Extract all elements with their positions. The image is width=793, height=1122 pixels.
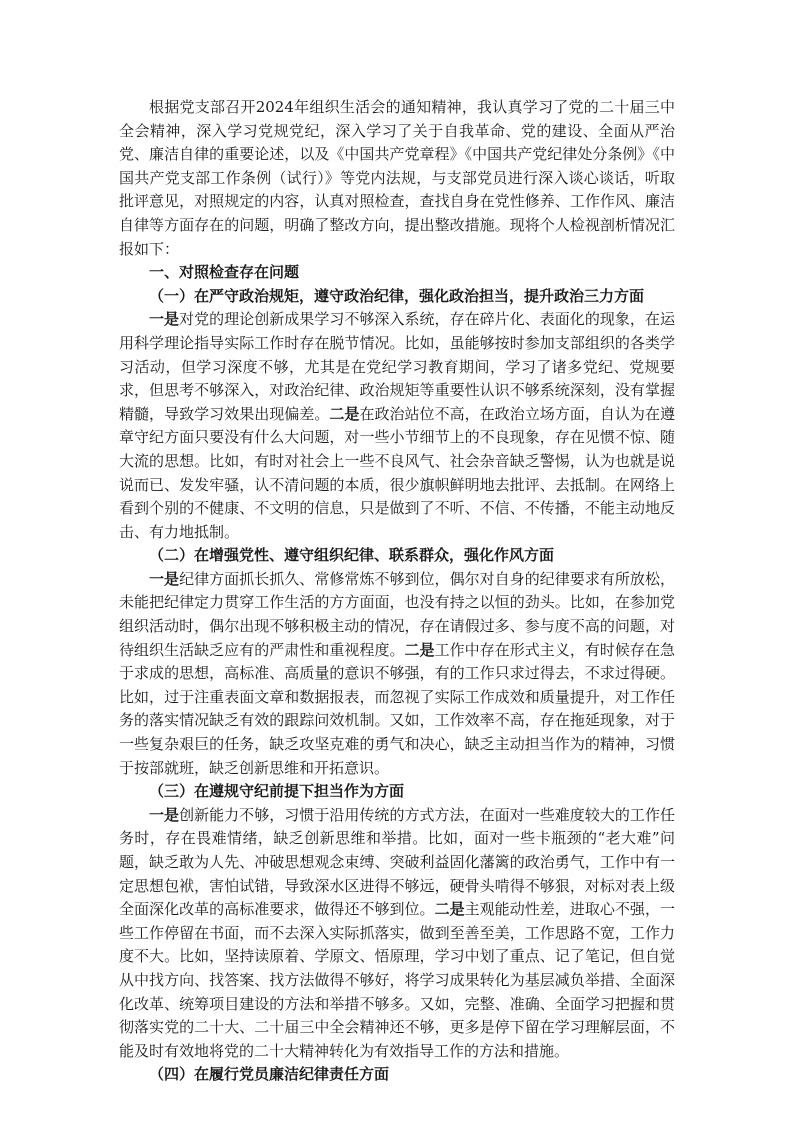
lead-marker: 一是 [149,310,180,329]
subsection-heading-3: （三）在遵规守纪前提下担当作为方面 [149,782,405,801]
section-heading-1: 一、对照检查存在问题 [149,263,300,282]
document-page [119,96,675,1087]
subsection-heading-2: （二）在增强党性、遵守组织纪律、联系群众，强化作风方面 [149,546,555,565]
subsection-heading-4: （四）在履行党员廉洁纪律责任方面 [149,1065,390,1084]
lead-marker: 一是 [149,569,180,588]
subsection-2-paragraph [119,568,675,780]
lead-marker: 二是 [404,640,435,659]
paragraph-text: 纪律方面抓长抓久、常修常炼不够到位，偶尔对自身的纪律要求有所放松，未能把纪律定力贯穿工作生活的方方面面，也没有持之以恒的劲头。比如，在参加党组织活动时，偶尔出现不够积极主动的情况，存在请假过多、参与度不高的问题，对待组织生活缺乏应有的严肃性和重视程度。 [119,569,675,659]
paragraph-text: 工作中存在形式主义，有时候存在急于求成的思想，高标准、高质量的意识不够强，有的工作只求过得去，不求过得硬。比如，过于注重表面文章和数据报表，而忽视了实际工作成效和质量提升，对工作任务的落实情况缺乏有效的跟踪问效机制。又如，工作效率不高，存在拖延现象，对于一些复杂艰巨的任务，缺乏攻坚克难的勇气和决心，缺乏主动担当作为的精神，习惯于按部就班，缺乏创新思维和开拓意识。 [119,640,675,777]
subsection-heading-1: （一）在严守政治规矩，遵守政治纪律，强化政治担当，提升政治三力方面 [149,286,645,305]
lead-marker: 二是 [434,900,465,919]
lead-marker: 一是 [149,805,180,824]
subsection-1-paragraph [119,308,675,544]
lead-marker: 二是 [329,404,360,423]
paragraph-text: 在政治站位不高，在政治立场方面，自认为在遵章守纪方面只要没有什么大问题，对一些小节细节上的不良现象，存在见惯不惊、随大流的思想。比如，有时对社会上一些不良风气、社会杂音缺乏警惕，认为也就是说说而已、发发牢骚，认不清问题的本质，很少旗帜鲜明地去批评、去抵制。在网络上看到个别的不健康、不文明的信息，只是做到了不听、不信、不传播，不能主动地反击、有力地抵制。 [119,404,675,541]
subsection-3-paragraph [119,804,675,1064]
paragraph-text: 对党的理论创新成果学习不够深入系统，存在碎片化、表面化的现象，在运用科学理论指导实际工作时存在脱节情况。比如，虽能够按时参加支部组织的各类学习活动，但学习深度不够，尤其是在党纪学习教育期间，学习了诸多党纪、党规要求，但思考不够深入，对政治纪律、政治规矩等重要性认识不够系统深刻，没有掌握精髓，导致学习效果出现偏差。 [119,310,675,423]
paragraph-text: 主观能动性差，进取心不强，一些工作停留在书面，而不去深入实际抓落实，做到至善至美，工作思路不宽，工作力度不大。比如，坚持读原着、学原文、悟原理，学习中划了重点、记了笔记，但自觉从中找方向、找答案、找方法做得不够好，将学习成果转化为基层减负举措、全面深化改革、统筹项目建设的方法和举措不够多。又如，完整、准确、全面学习把握和贯彻落实党的二十大、二十届三中全会精神还不够，更多是停下留在学习理解层面，不能及时有效地将党的二十大精神转化为有效指导工作的方法和措施。 [119,900,675,1060]
paragraph-text: 创新能力不够，习惯于沿用传统的方式方法，在面对一些难度较大的工作任务时，存在畏难情绪，缺乏创新思维和举措。比如，面对一些卡瓶颈的“老大难”问题，缺乏敢为人先、冲破思想观念束缚、突破利益固化藩篱的政治勇气，工作中有一定思想包袱，害怕试错，导致深水区进得不够远，硬骨头啃得不够狠，对标对表上级全面深化改革的高标准要求，做得还不够到位。 [119,805,675,919]
intro-paragraph: 根据党支部召开2024年组织生活会的通知精神，我认真学习了党的二十届三中全会精神，深入学习党规党纪，深入学习了关于自我革命、党的建设、全面从严治党、廉洁自律的重要论述，以及《中国共产党章程》《中国共产党纪律处分条例》《中国共产党支部工作条例（试行）》等党内法规，与支部党员进行深入谈心谈话，听取批评意见，对照规定的内容，认真对照检查，查找自身在党性修养、工作作风、廉洁自律等方面存在的问题，明确了整改方向，提出整改措施。现将个人检视剖析情况汇报如下： [119,98,675,258]
